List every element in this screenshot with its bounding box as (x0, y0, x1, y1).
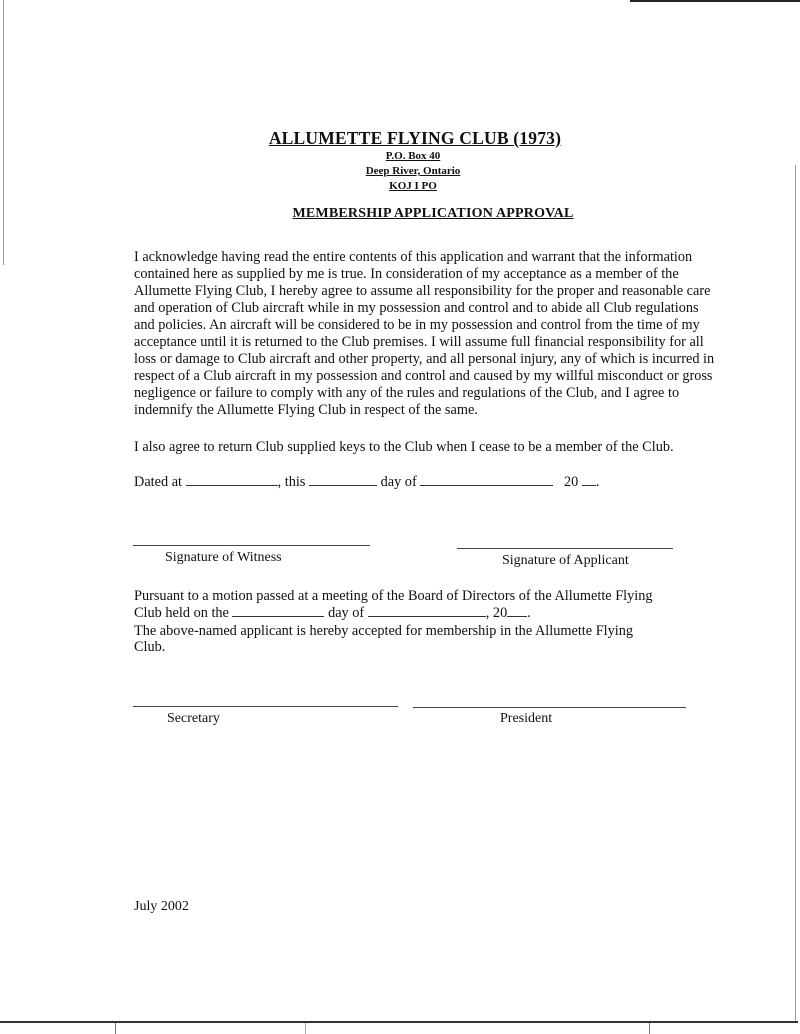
form-title: MEMBERSHIP APPLICATION APPROVAL (292, 206, 574, 221)
scan-tick (649, 1023, 650, 1034)
agreement-line: Allumette Flying Club, I hereby agree to assume all responsibility for the proper and reasonable care (134, 283, 711, 299)
applicant-signature-label: Signature of Applicant (502, 553, 629, 568)
scan-tick (305, 1023, 306, 1034)
scan-edge-top (630, 0, 800, 2)
agreement-line: negligence or failure to comply with any of the rules and regulations of the Club, and I agree to (134, 385, 680, 401)
agreement-line: acceptance until it is returned to the Club premises. I will assume full financial responsibility for all (134, 334, 704, 350)
period: . (595, 474, 600, 490)
meeting-day-of-label: day of (328, 605, 365, 621)
agreement-line: loss or damage to Club aircraft and other property, and all personal injury, any of which is incurred in (134, 351, 715, 367)
witness-signature-label: Signature of Witness (165, 550, 282, 565)
board-approval-line2 (134, 604, 531, 621)
place-field[interactable] (186, 473, 278, 486)
agreement-line: contained here as supplied by me is true. In consideration of my acceptance as a member of the (134, 266, 679, 282)
period: . (527, 605, 531, 621)
dated-line (134, 473, 599, 490)
board-approval-line3: The above-named applicant is hereby accepted for membership in the Allumette Flying (134, 623, 634, 639)
scan-edge-bottom (0, 1021, 798, 1023)
address-city: Deep River, Ontario (365, 165, 461, 177)
agreement-line: and operation of Club aircraft while in my possession and control and to abide all Club regulations (134, 300, 699, 316)
address-po-box: P.O. Box 40 (385, 150, 441, 162)
scan-edge-right (795, 165, 796, 1022)
scan-tick (115, 1023, 116, 1034)
agreement-line: indemnify the Allumette Flying Club in respect of the same. (134, 402, 478, 418)
keys-statement: I also agree to return Club supplied keys to the Club when I cease to be a member of the Club. (134, 439, 674, 455)
day-field[interactable] (309, 473, 377, 486)
board-approval-line4: Club. (134, 639, 166, 655)
president-label: President (500, 711, 553, 726)
revision-date: July 2002 (134, 899, 189, 914)
applicant-signature-line[interactable] (457, 548, 673, 549)
meeting-day-field[interactable] (232, 604, 324, 617)
held-on-label: Club held on the (134, 605, 229, 621)
meeting-year-field[interactable] (507, 604, 527, 617)
secretary-signature-line[interactable] (133, 706, 398, 707)
meeting-month-field[interactable] (368, 604, 486, 617)
agreement-line: respect of a Club aircraft in my possession and control and caused by my willful misconduct or gross (134, 368, 713, 384)
address-postal-code: KOJ I PO (389, 180, 437, 192)
board-approval-line1: Pursuant to a motion passed at a meeting of the Board of Directors of the Allumette Flying (134, 588, 653, 604)
club-name-heading: ALLUMETTE FLYING CLUB (1973) (268, 128, 562, 148)
president-signature-line[interactable] (413, 707, 686, 708)
agreement-line: I acknowledge having read the entire contents of this application and warrant that the information (134, 249, 693, 265)
month-field[interactable] (420, 473, 553, 486)
day-of-label: day of (380, 474, 417, 490)
witness-signature-line[interactable] (133, 545, 370, 546)
agreement-line: and policies. An aircraft will be considered to be in my possession and control from the time of my (134, 317, 700, 333)
this-label: , this (277, 474, 306, 490)
year-prefix: 20 (564, 474, 579, 490)
secretary-label: Secretary (167, 711, 220, 726)
dated-at-label: Dated at (134, 474, 183, 490)
meeting-year-prefix: , 20 (485, 605, 508, 621)
year-field[interactable] (582, 473, 596, 486)
